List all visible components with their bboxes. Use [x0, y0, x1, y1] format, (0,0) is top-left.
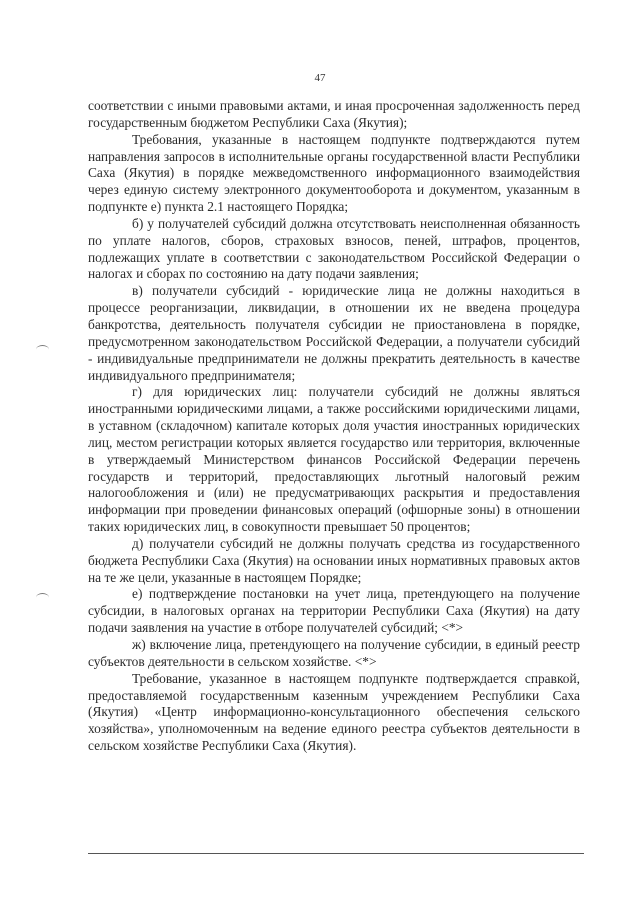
paragraph-item-d: д) получатели субсидий не должны получать средства из государственного бюджета Республики Саха (Якутия) на основании иных нормативных правовых актов на те же цели, указанные в настоящем Порядке; — [88, 535, 580, 585]
page-number: 47 — [314, 72, 326, 84]
paragraph-item-zh: ж) включение лица, претендующего на получение субсидии, в единый реестр субъектов деятельности в сельском хозяйстве. <*> — [88, 637, 580, 669]
binder-hole-mark — [36, 593, 49, 602]
paragraph-requirements-confirmation: Требования, указанные в настоящем подпункте подтверждаются путем направления запросов в исполнительные органы государственной власти Республики Саха (Якутия) в порядке межведомственного информационного взаимодействия через единую систему электронного документооборота и документом, указанным в подпункте е) пункта 2.1 настоящего Порядка; — [88, 131, 580, 215]
paragraph-item-v: в) получатели субсидий - юридические лица не должны находиться в процессе реорганизации, ликвидации, в отношении их не введена процедура банкротства, деятельность получателя субсидии не приостановлена в порядке, предусмотренном законодательством Российской Федерации, а получатели субсидий - индивидуальные предприниматели не должны прекратить деятельность в качестве индивидуального предпринимателя; — [88, 283, 580, 383]
paragraph-item-g: г) для юридических лиц: получатели субсидий не должны являться иностранными юридическими лицами, а также российскими юридическими лицами, в уставном (складочном) капитале которых доля участия иностранных юридических лиц, местом регистрации которых является государство или территория, включенные в утверждаемый Министерством финансов Российской Федерации перечень государств и территорий, предоставляющих льготный налоговый режим налогообложения и (или) не предусматривающих раскрытия и предоставления информации при проведении финансовых операций (офшорные зоны) в отношении таких юридических лиц, в совокупности превышает 50 процентов; — [88, 384, 580, 535]
paragraph-item-e: е) подтверждение постановки на учет лица, претендующего на получение субсидии, в налоговых органах на территории Республики Саха (Якутия) на дату подачи заявления на участие в отборе получателей субсидий; <*> — [88, 586, 580, 636]
bottom-rule — [88, 853, 584, 854]
binder-hole-mark — [36, 345, 49, 354]
paragraph-item-b: б) у получателей субсидий должна отсутствовать неисполненная обязанность по уплате налогов, сборов, страховых взносов, пеней, штрафов, процентов, подлежащих уплате в соответствии с законодательством Российской Федерации о налогах и сборах по состоянию на дату подачи заявления; — [88, 215, 580, 282]
paragraph-requirement-certificate: Требование, указанное в настоящем подпункте подтверждается справкой, предоставляемой государственным казенным учреждением Республики Саха (Якутия) «Центр информационно-консультационного обеспечения сельского хозяйства», уполномоченным на ведение единого реестра субъектов деятельности в сельском хозяйстве Республики Саха (Якутия). — [88, 670, 580, 754]
paragraph-continuation: соответствии с иными правовыми актами, и иная просроченная задолженность перед государственным бюджетом Республики Саха (Якутия); — [88, 98, 580, 130]
document-body — [88, 98, 580, 755]
